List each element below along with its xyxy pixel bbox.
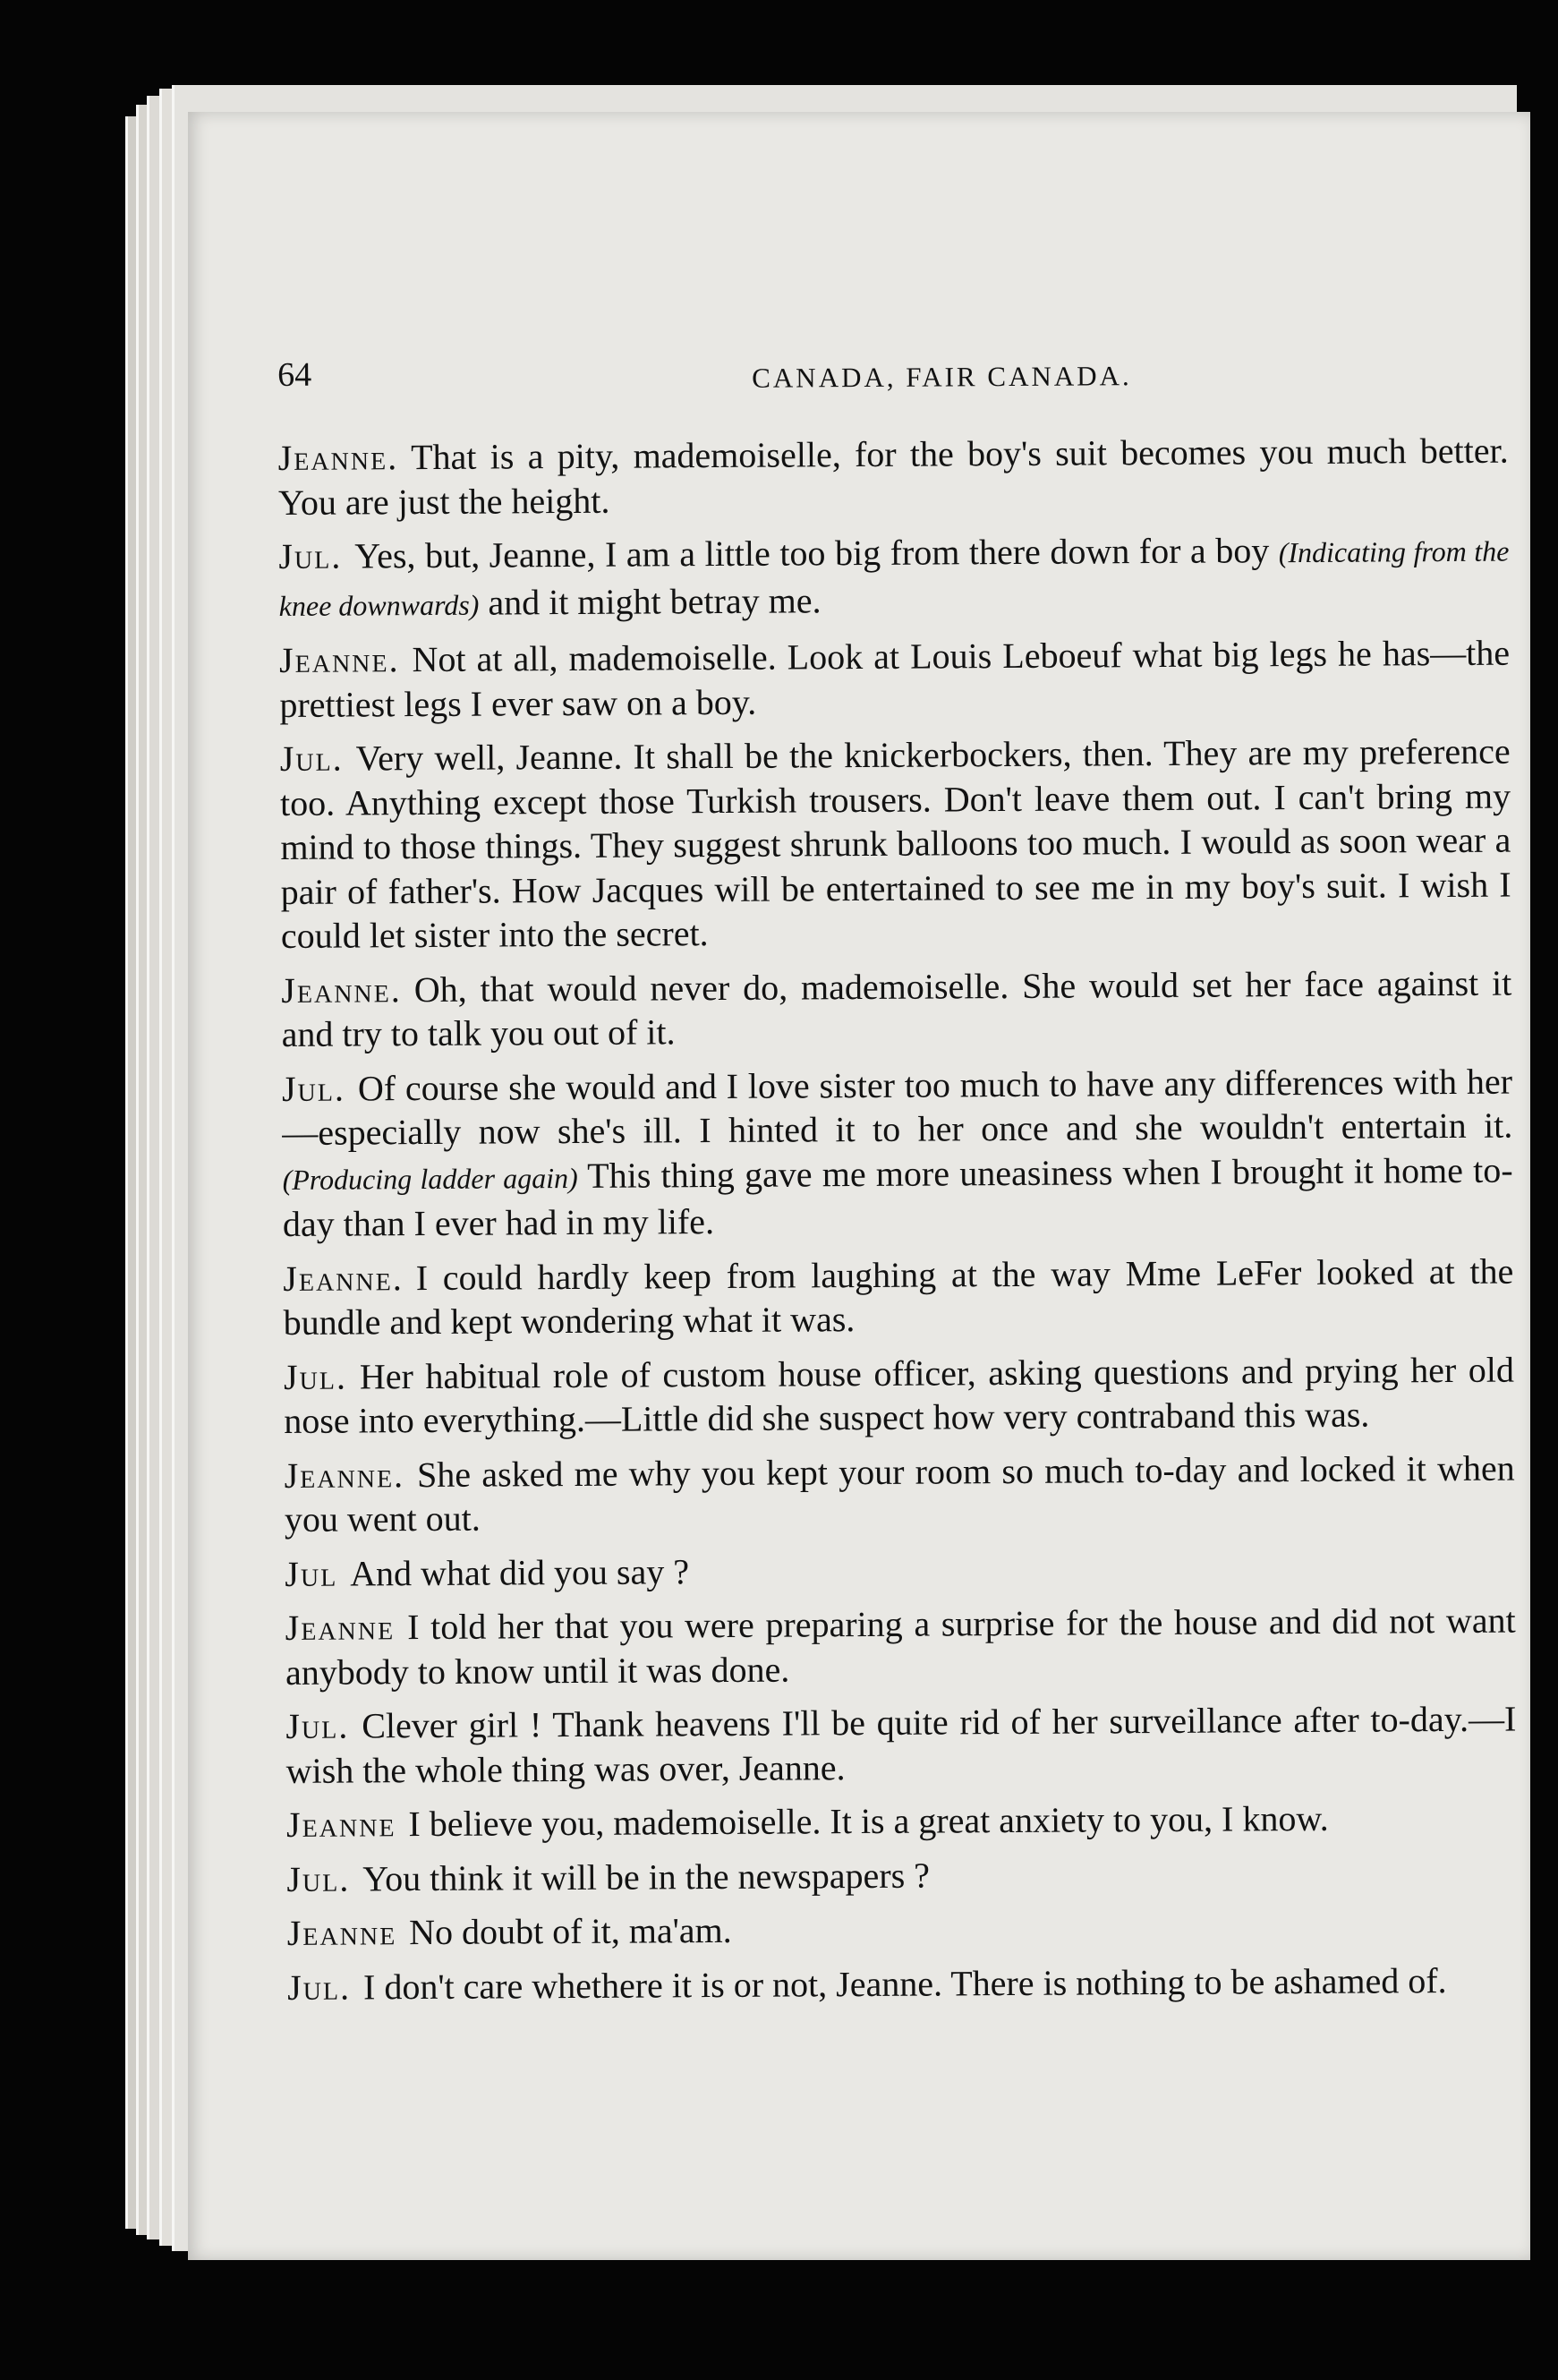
page-number: 64 xyxy=(277,355,312,394)
speech-text: You think it will be in the newspapers ? xyxy=(362,1855,931,1898)
speaker-name: Jeanne. xyxy=(277,437,399,478)
dialogue-speech xyxy=(284,1347,1515,1443)
speech-text: And what did you say ? xyxy=(350,1550,690,1594)
speech-text: Of course she would and I love sister too much to have any differences with her—especially now she's ill. I hinted it to her once and she wouldn't entertain it. xyxy=(282,1061,1513,1153)
speaker-name: Jul. xyxy=(281,1068,346,1109)
dialogue-speech xyxy=(286,1849,1517,1901)
speech-text: I believe you, mademoiselle. It is a great anxiety to you, I know. xyxy=(408,1797,1329,1845)
dialogue-speech xyxy=(285,1599,1517,1694)
dialogue-speech xyxy=(287,1958,1518,2009)
dialogue-speech xyxy=(281,960,1512,1056)
speaker-name: Jul. xyxy=(279,738,344,779)
speaker-name: Jul. xyxy=(286,1858,351,1899)
dialogue-speech xyxy=(286,1796,1517,1847)
dialogue-speech xyxy=(278,429,1510,525)
speaker-name: Jul. xyxy=(285,1705,350,1746)
speaker-name: Jeanne xyxy=(285,1607,396,1648)
speaker-name: Jeanne xyxy=(285,1804,396,1845)
stage-direction: (Indicating from the knee downwards) xyxy=(278,534,1510,622)
page-header xyxy=(277,346,1508,407)
speech-text: Clever girl ! Thank heavens I'll be quite rid of her surveillance after to-day.—I wish the whole thing was over, Jeanne. xyxy=(285,1698,1517,1791)
speaker-name: Jul. xyxy=(287,1966,352,2008)
page-text xyxy=(277,346,1518,2019)
speech-text: Yes, but, Jeanne, I am a little too big from there down for a boy xyxy=(354,530,1279,576)
dialogue-speech xyxy=(287,1904,1518,1956)
speech-text: Her habitual role of custom house officer, asking questions and prying her old nose into everything.—Little did she suspect how very contraband this was. xyxy=(284,1349,1515,1441)
speaker-name: Jul. xyxy=(278,535,343,576)
dialogue-speech xyxy=(283,1249,1514,1344)
dialogue xyxy=(278,429,1519,2009)
speech-text: No doubt of it, ma'am. xyxy=(409,1909,732,1953)
dialogue-speech xyxy=(282,1059,1513,1246)
speaker-name: Jul. xyxy=(283,1356,348,1397)
speech-text: I told her that you were preparing a surprise for the house and did not want anybody to know until it was done. xyxy=(285,1599,1516,1693)
speaker-name: Jeanne xyxy=(286,1912,397,1953)
running-title: CANADA, FAIR CANADA. xyxy=(752,360,1132,394)
speaker-name: Jul xyxy=(285,1553,338,1594)
dialogue-speech xyxy=(279,631,1511,727)
speech-text: I don't care whethere it is or not, Jeanne. There is nothing to be ashamed of. xyxy=(362,1959,1447,2007)
dialogue-speech xyxy=(285,1446,1516,1541)
speech-text: and it might betray me. xyxy=(479,579,822,623)
dialogue-speech xyxy=(285,1544,1515,1596)
stage-direction: (Producing ladder again) xyxy=(282,1161,578,1196)
speech-text: Not at all, mademoiselle. Look at Louis Leboeuf what big legs he has—the prettiest legs I ever saw on a boy. xyxy=(279,632,1511,725)
speaker-name: Jeanne. xyxy=(283,1257,404,1299)
speech-text: I could hardly keep from laughing at the way Mme LeFer looked at the bundle and kept wondering what it was. xyxy=(283,1250,1514,1343)
speech-text: She asked me why you kept your room so much to-day and locked it when you went out. xyxy=(284,1447,1515,1540)
speaker-name: Jeanne. xyxy=(281,968,402,1011)
speaker-name: Jeanne. xyxy=(284,1454,405,1496)
speech-text: Oh, that would never do, mademoiselle. She would set her face against it and try to talk you out of it. xyxy=(281,962,1512,1054)
dialogue-speech xyxy=(285,1697,1517,1793)
dialogue-speech xyxy=(278,527,1510,628)
speech-text: That is a pity, mademoiselle, for the boy's suit becomes you much better. You are just the height. xyxy=(277,430,1509,523)
speaker-name: Jeanne. xyxy=(278,639,400,680)
speech-text: Very well, Jeanne. It shall be the knickerbockers, then. They are my preference too. Anything except those Turkish trousers. Don't leave them out. I can't bring my mind to those things. They suggest shrunk balloons too much. I would as soon wear a pair of father's. How Jacques will be entertained to see me in my boy's suit. I wish I could let sister into the secret. xyxy=(279,730,1511,956)
dialogue-speech xyxy=(280,729,1511,959)
speech-text: This thing gave me more uneasiness when I brought it home to-day than I ever had in my life. xyxy=(282,1149,1513,1244)
